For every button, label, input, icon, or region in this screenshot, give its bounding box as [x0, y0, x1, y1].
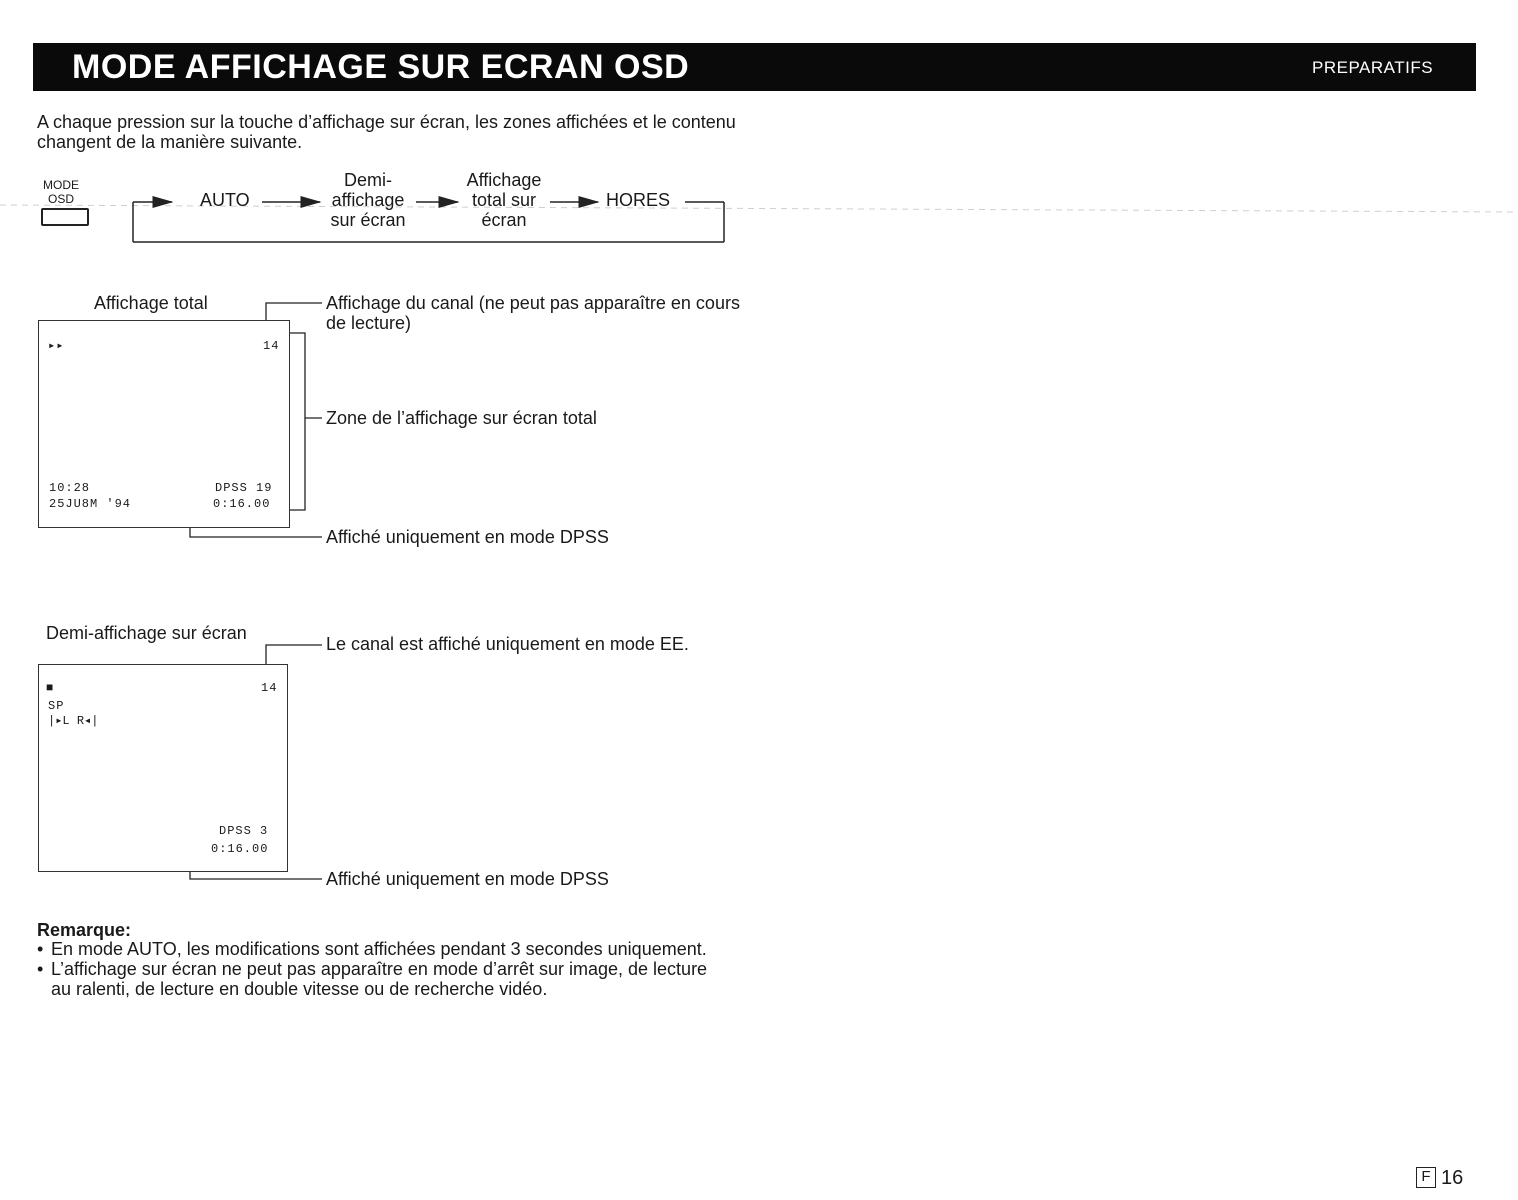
tape-speed: SP — [48, 699, 65, 713]
half-display-title: Demi-affichage sur écran — [46, 623, 247, 643]
dpss-readout-2: DPSS 3 — [219, 824, 269, 838]
bullet-icon: • — [37, 939, 44, 959]
callout-dpss-text-2: Affiché uniquement en mode DPSS — [326, 869, 609, 889]
full-display-screen — [38, 320, 290, 528]
channel-number-2: 14 — [261, 681, 278, 695]
callout-dpss-text: Affiché uniquement en mode DPSS — [326, 527, 609, 547]
flow-step-full: Affichage total sur écran — [466, 170, 542, 230]
remarks-title: Remarque: — [37, 920, 132, 940]
mode-label: MODE — [43, 178, 79, 192]
remark-text: L’affichage sur écran ne peut pas apparaître en mode d’arrêt sur image, de lecture au ralenti, de lecture en double vitesse ou de recherche vidéo. — [51, 959, 708, 999]
flow-step-auto: AUTO — [200, 190, 250, 210]
callout-channel-text: Affichage du canal (ne peut pas apparaître en cours de lecture) — [326, 293, 740, 333]
callout-zone-text: Zone de l’affichage sur écran total — [326, 408, 597, 428]
channel-number: 14 — [263, 339, 280, 353]
dpss-readout: DPSS 19 — [215, 481, 273, 495]
remark-text: En mode AUTO, les modifications sont affichées pendant 3 secondes uniquement. — [51, 939, 707, 959]
flow-step-half: Demi- affichage sur écran — [330, 170, 406, 230]
fast-forward-icon: ▸▸ — [48, 339, 65, 353]
section-label: PREPARATIFS — [1312, 58, 1434, 77]
full-display-title: Affichage total — [94, 293, 208, 313]
mode-osd-button[interactable] — [41, 208, 89, 226]
audio-indicator: |▸L R◂| — [48, 714, 99, 728]
page-number: 16 — [1441, 1167, 1464, 1189]
clock-time: 10:28 — [49, 481, 91, 495]
half-display-screen — [38, 664, 288, 872]
intro-paragraph: A chaque pression sur la touche d’affichage sur écran, les zones affichées et le contenu changent de la manière suivante. — [37, 112, 736, 152]
language-badge: F — [1416, 1167, 1436, 1188]
date-readout: 25JU8M '94 — [49, 497, 132, 511]
page-title: MODE AFFICHAGE SUR ECRAN OSD — [72, 48, 690, 86]
osd-label: OSD — [48, 192, 75, 206]
remarks-list — [37, 939, 729, 999]
bullet-icon: • — [37, 959, 44, 979]
flow-step-hores: HORES — [606, 190, 671, 210]
callout-channel-text-2: Le canal est affiché uniquement en mode EE. — [326, 634, 689, 654]
remark-item — [37, 939, 729, 959]
stop-icon: ■ — [46, 681, 55, 695]
zone-bracket — [290, 333, 305, 510]
counter-readout-2: 0:16.00 — [211, 842, 269, 856]
remark-item — [37, 959, 729, 999]
counter-readout: 0:16.00 — [213, 497, 271, 511]
